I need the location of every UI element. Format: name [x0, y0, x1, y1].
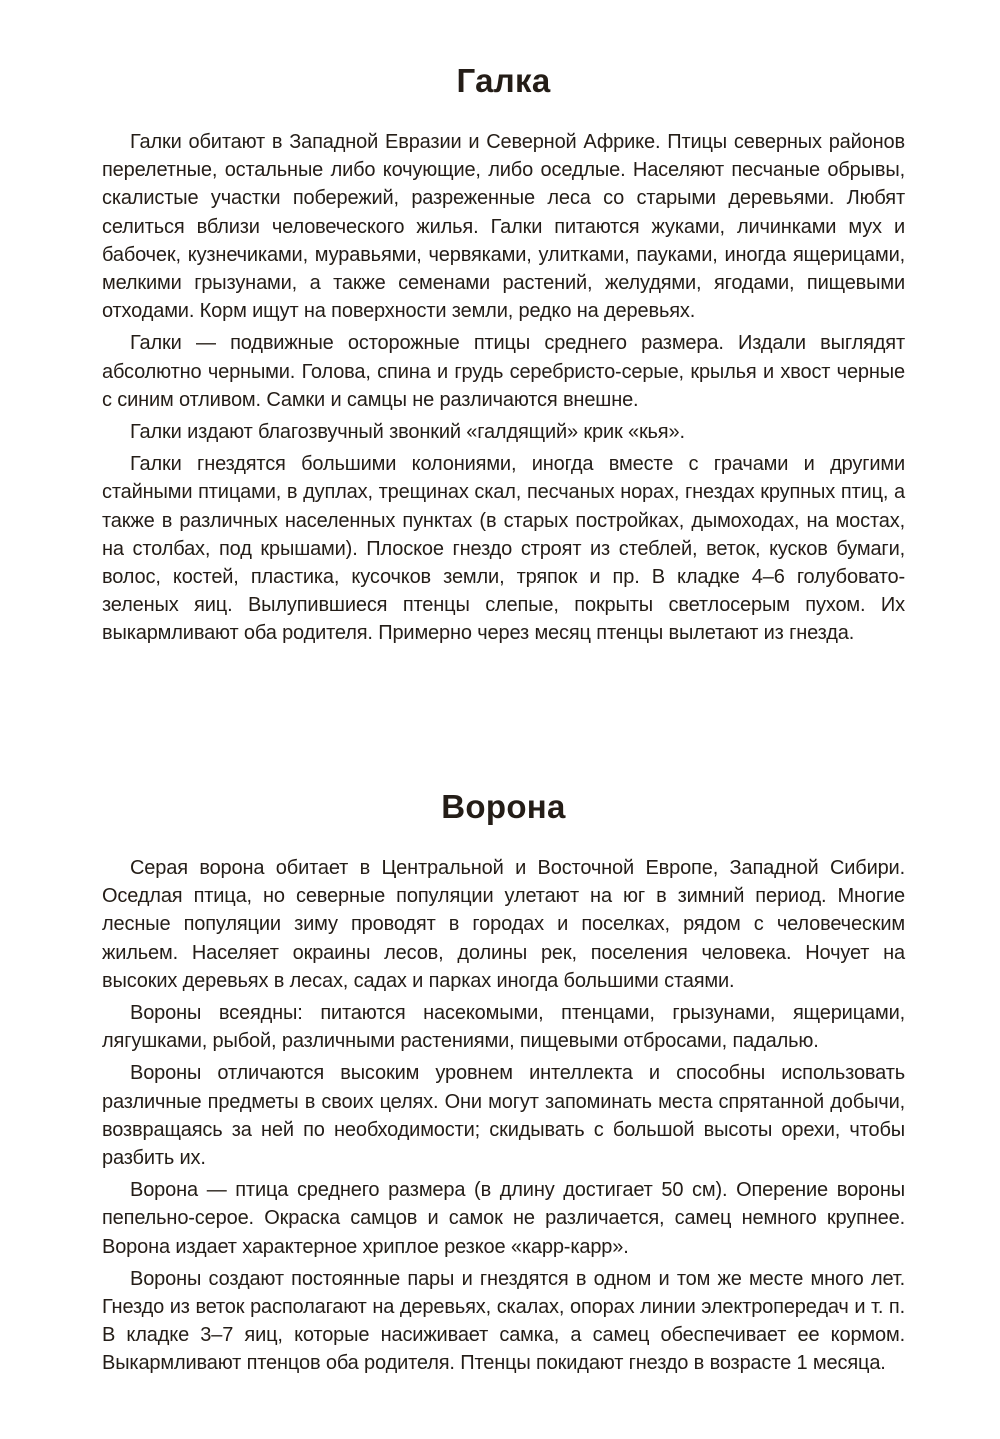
paragraph: Галки гнездятся большими колониями, иногда вместе с грачами и другими стайными птицами, в дуплах, трещинах скал, песчаных норах, гнездах крупных птиц, а также в различных населенных пунктах (в старых постройках, дымоходах, на мостах, на столбах, под крышами). Плоское гнездо строят из стеблей, веток, кусков бумаги, волос, костей, пластика, кусочков земли, тряпок и пр. В кладке 4–6 голубовато-зеленых яиц. Вылупившиеся птенцы слепые, покрыты светлосерым пухом. Их выкармливают оба родителя. Примерно через месяц птенцы вылетают из гнезда. [102, 453, 905, 645]
paragraph: Галки издают благозвучный звонкий «галдящий» крик «кья». [130, 421, 685, 444]
paragraph: Вороны создают постоянные пары и гнездятся в одном и том же месте много лет. Гнездо из веток располагают на деревьях, скалах, опорах линии электропередач и т. п. В кладке 3–7 яиц, которые насиживает самка, а самец обеспечивает ее кормом. Выкармливают птенцов оба родителя. Птенцы покидают гнездо в возрасте 1 месяца. [102, 1267, 905, 1375]
section-title: Ворона [441, 788, 566, 825]
paragraph: Вороны всеядны: питаются насекомыми, птенцами, грызунами, ящерицами, лягушками, рыбой, различными растениями, пищевыми отбросами, падалью. [102, 1002, 905, 1053]
section-crow [102, 786, 905, 1382]
paragraph: Серая ворона обитает в Центральной и Восточной Европе, Западной Сибири. Оседлая птица, но северные популяции улетают на юг в зимний период. Многие лесные популяции зиму проводят в городах и поселках, рядом с человеческим жильем. Населяет окраины лесов, долины рек, поселения человека. Ночует на высоких деревьях в лесах, садах и парках иногда большими стаями. [102, 857, 905, 992]
paragraph: Галки — подвижные осторожные птицы среднего размера. Издали выглядят абсолютно черными. Голова, спина и грудь серебристо-серые, крылья и хвост черные с синим отливом. Самки и самцы не различаются внешне. [102, 332, 905, 411]
paragraph: Ворона — птица среднего размера (в длину достигает 50 см). Оперение вороны пепельно-серое. Окраска самцов и самок не различается, самец немного крупнее. Ворона издает характерное хриплое резкое «карр-карр». [102, 1179, 905, 1258]
paragraph: Вороны отличаются высоким уровнем интеллекта и способны использовать различные предметы в своих целях. Они могут запоминать места спрятанной добычи, возвращаясь за ней по необходимости; скидывать с большой высоты орехи, чтобы разбить их. [102, 1062, 905, 1170]
paragraph: Галки обитают в Западной Евразии и Северной Африке. Птицы северных районов перелетные, остальные либо кочующие, либо оседлые. Населяют песчаные обрывы, скалистые участки побережий, разреженные леса со старыми деревьями. Любят селиться вблизи человеческого жилья. Галки питаются жуками, личинками мух и бабочек, кузнечиками, муравьями, червяками, улитками, пауками, иногда ящерицами, мелкими грызунами, а также семенами растений, желудями, ягодами, пищевыми отходами. Корм ищут на поверхности земли, редко на деревьях. [102, 131, 905, 323]
section-jackdaw [102, 60, 905, 652]
section-title: Галка [456, 62, 551, 99]
